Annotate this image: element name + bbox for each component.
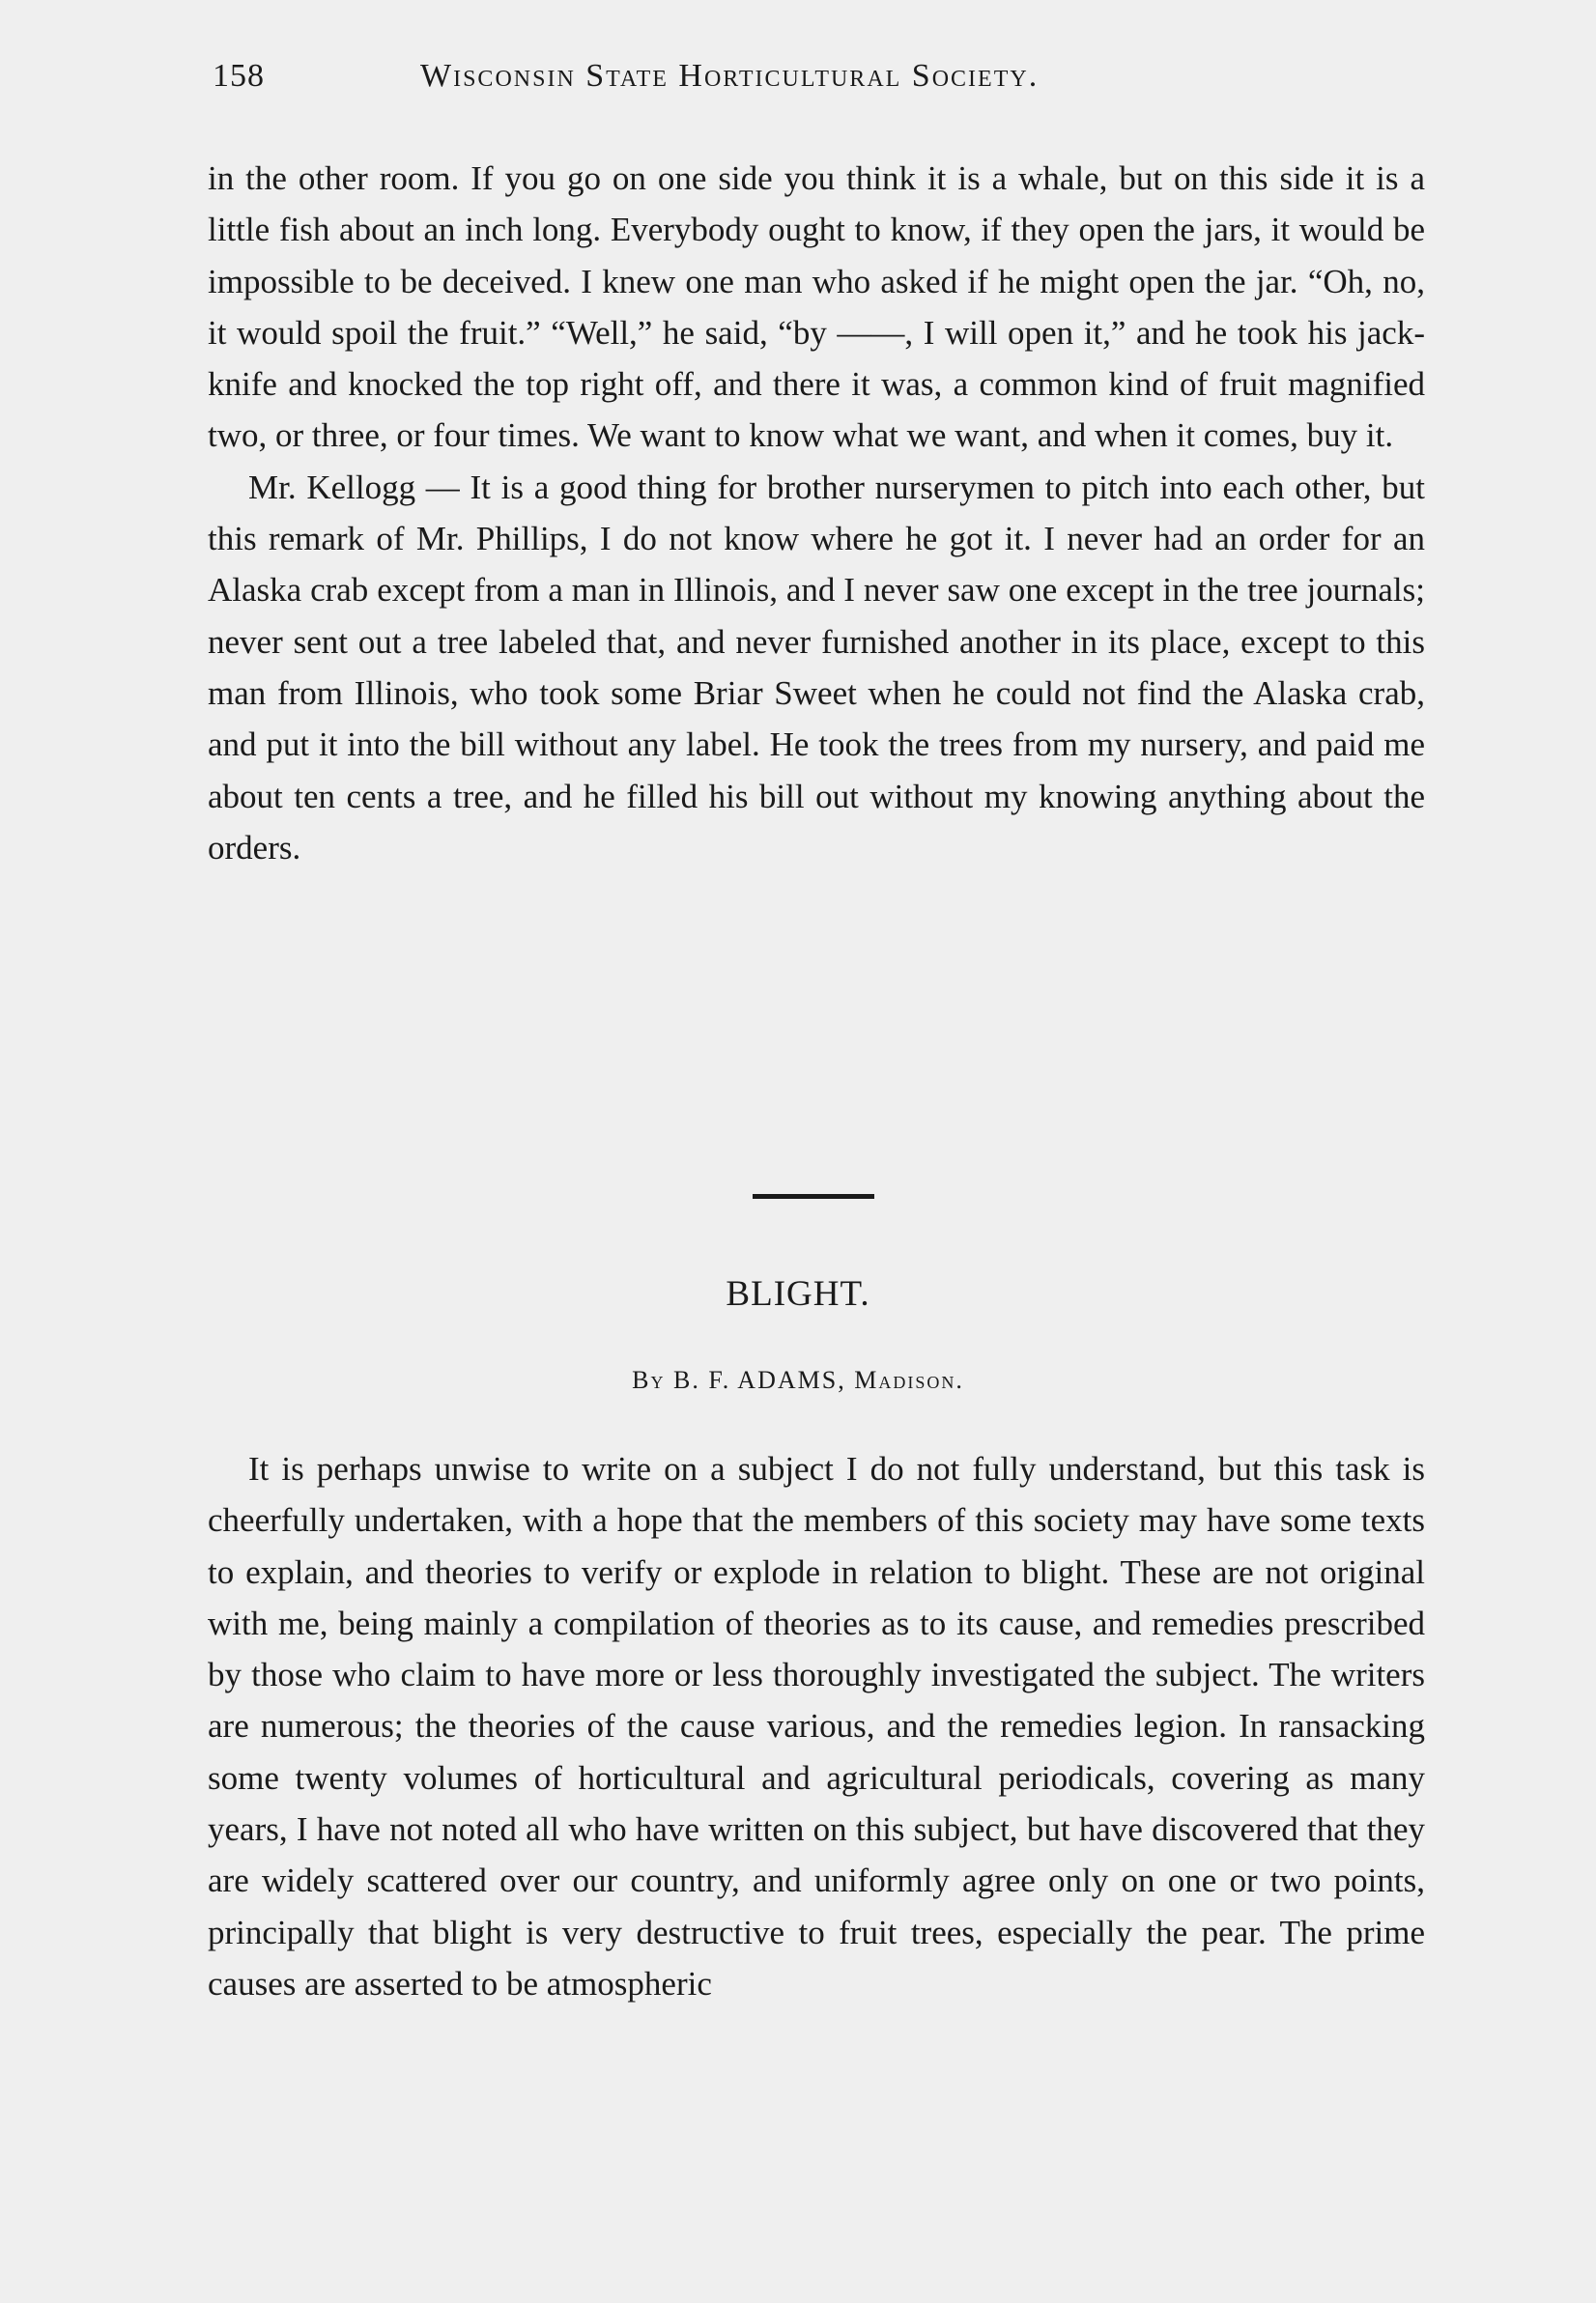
article-text bbox=[208, 1443, 1425, 2009]
page-number: 158 bbox=[213, 58, 265, 94]
running-head: Wisconsin State Horticultural Society. bbox=[420, 58, 1040, 94]
discussion-text bbox=[208, 153, 1425, 873]
section-divider bbox=[753, 1194, 874, 1199]
article-byline: By B. F. ADAMS, Madison. bbox=[632, 1366, 964, 1394]
article-title: BLIGHT. bbox=[726, 1274, 870, 1314]
paragraph-continuation: in the other room. If you go on one side you think it is a whale, but on this side it is a little fish about an inch long. Everybody ought to know, if they open the jars, it would be impossible to be deceived. I knew one man who asked if he might open the jar. “Oh, no, it would spoil the fruit.” “Well,” he said, “by ——, I will open it,” and he took his jack-knife and knocked the top right off, and there it was, a common kind of fruit magnified two, or three, or four times. We want to know what we want, and when it comes, buy it. bbox=[208, 159, 1425, 455]
page-header bbox=[213, 58, 1439, 112]
paragraph-kellogg: Mr. Kellogg — It is a good thing for brother nurserymen to pitch into each other, but this remark of Mr. Phillips, I do not know where he got it. I never had an order for an Alaska crab except from a man in Illinois, and I never saw one except in the tree journals; never sent out a tree labeled that, and never furnished another in its place, except to this man from Illinois, who took some Briar Sweet when he could not find the Alaska crab, and put it into the bill without any label. He took the trees from my nursery, and paid me about ten cents a tree, and he filled his bill out without my knowing anything about the orders. bbox=[208, 468, 1425, 867]
paragraph-blight-intro: It is perhaps unwise to write on a subject I do not fully understand, but this task is cheerfully undertaken, with a hope that the members of this society may have some texts to explain, and theories to verify or explode in relation to blight. These are not original with me, being mainly a compilation of theories as to its cause, and remedies prescribed by those who claim to have more or less thoroughly investigated the subject. The writers are numerous; the theories of the cause various, and the remedies legion. In ransacking some twenty volumes of horticultural and agricultural periodicals, covering as many years, I have not noted all who have written on this subject, but have discovered that they are widely scattered over our country, and uniformly agree only on one or two points, principally that blight is very destructive to fruit trees, especially the pear. The prime causes are asserted to be atmospheric bbox=[208, 1450, 1425, 2003]
